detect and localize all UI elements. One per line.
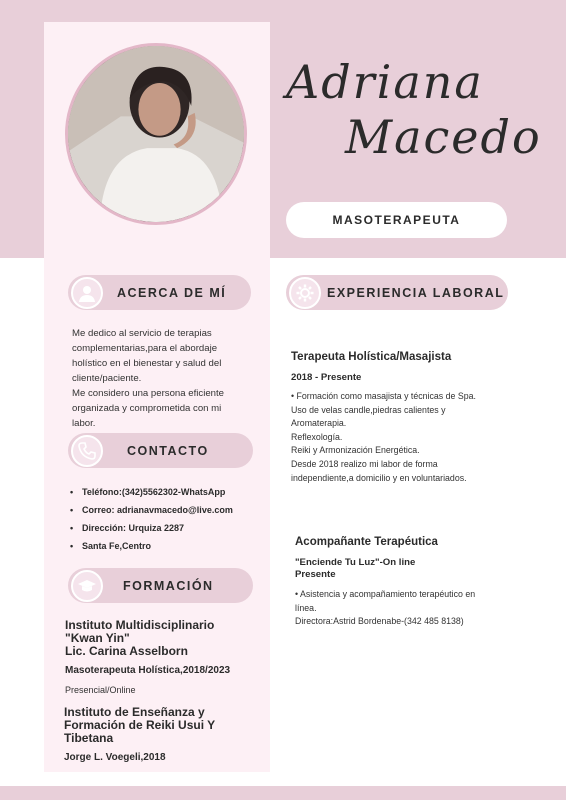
phone-icon (71, 435, 103, 467)
contact-city: • Santa Fe,Centro (68, 537, 233, 555)
job-period-2: Presente (295, 569, 336, 580)
about-line: cliente/paciente. (72, 373, 142, 384)
person-icon (71, 277, 103, 309)
about-line: organizada y comprometida con mi (72, 403, 222, 414)
contact-title: CONTACTO (127, 443, 209, 458)
institution-line: Lic. Carina Asselborn (65, 644, 188, 658)
education-title: FORMACIÓN (123, 578, 214, 593)
footer-band (0, 786, 566, 800)
contact-email: • Correo: adrianavmacedo@live.com (68, 501, 233, 519)
job-line: • Asistencia y acompañamiento terapéutico en (295, 589, 476, 599)
experience-header (286, 275, 508, 310)
education-institution-2 (64, 706, 215, 745)
first-name: Adriana (286, 55, 484, 109)
about-text (72, 326, 262, 431)
education-mode-1: Presencial/Online (65, 685, 136, 695)
education-institution-1 (65, 619, 214, 658)
job-line: línea. (295, 602, 317, 613)
institution-line: Formación de Reiki Usui Y (64, 718, 216, 732)
last-name: Macedo (345, 110, 542, 164)
about-line: holístico en el bienestar y salud del (72, 358, 222, 369)
institution-line: Instituto de Enseñanza y (64, 705, 205, 719)
job-period-1: 2018 - Presente (291, 372, 362, 383)
contact-list (68, 483, 233, 555)
job-line: Uso de velas candle,piedras calientes y (291, 404, 446, 415)
job-line: Desde 2018 realizo mi labor de forma (291, 458, 438, 469)
job-description-2 (295, 588, 505, 629)
job-description-1 (291, 390, 506, 485)
portrait-image (68, 46, 244, 222)
job-org-2: "Enciende Tu Luz"-On line (295, 557, 416, 568)
about-line: labor. (72, 418, 96, 429)
job-line: Reflexología. (291, 431, 343, 442)
profile-photo (65, 43, 247, 225)
education-degree-1: Masoterapeuta Holística,2018/2023 (65, 665, 231, 676)
about-line: Me considero una persona eficiente (72, 388, 224, 399)
institution-line: Instituto Multidisciplinario (65, 618, 215, 632)
contact-header (68, 433, 253, 468)
job-line: Directora:Astrid Bordenabe-(342 485 8138) (295, 616, 464, 627)
job-line: Aromaterapia. (291, 418, 347, 429)
job-line: Reiki y Armonización Energética. (291, 445, 420, 456)
contact-address: • Dirección: Urquiza 2287 (68, 519, 233, 537)
experience-title: EXPERIENCIA LABORAL (327, 285, 505, 300)
about-line: complementarias,para el abordaje (72, 343, 218, 354)
institution-line: Tibetana (64, 731, 114, 745)
about-header (68, 275, 251, 310)
education-degree-2: Jorge L. Voegeli,2018 (64, 752, 166, 763)
job-line: independiente,a domicilio y en voluntariados. (291, 472, 467, 483)
contact-phone: • Teléfono:(342)5562302-WhatsApp (68, 483, 233, 501)
job-title-2: Acompañante Terapéutica (295, 536, 438, 548)
gear-icon (289, 277, 321, 309)
job-title-1: Terapeuta Holística/Masajista (291, 351, 452, 363)
role-badge: MASOTERAPEUTA (286, 202, 507, 238)
job-line: • Formación como masajista y técnicas de Spa. (291, 391, 476, 401)
graduation-cap-icon (71, 570, 103, 602)
education-header (68, 568, 253, 603)
institution-line: "Kwan Yin" (65, 631, 130, 645)
about-line: Me dedico al servicio de terapias (72, 328, 212, 339)
about-title: ACERCA DE MÍ (117, 285, 227, 300)
